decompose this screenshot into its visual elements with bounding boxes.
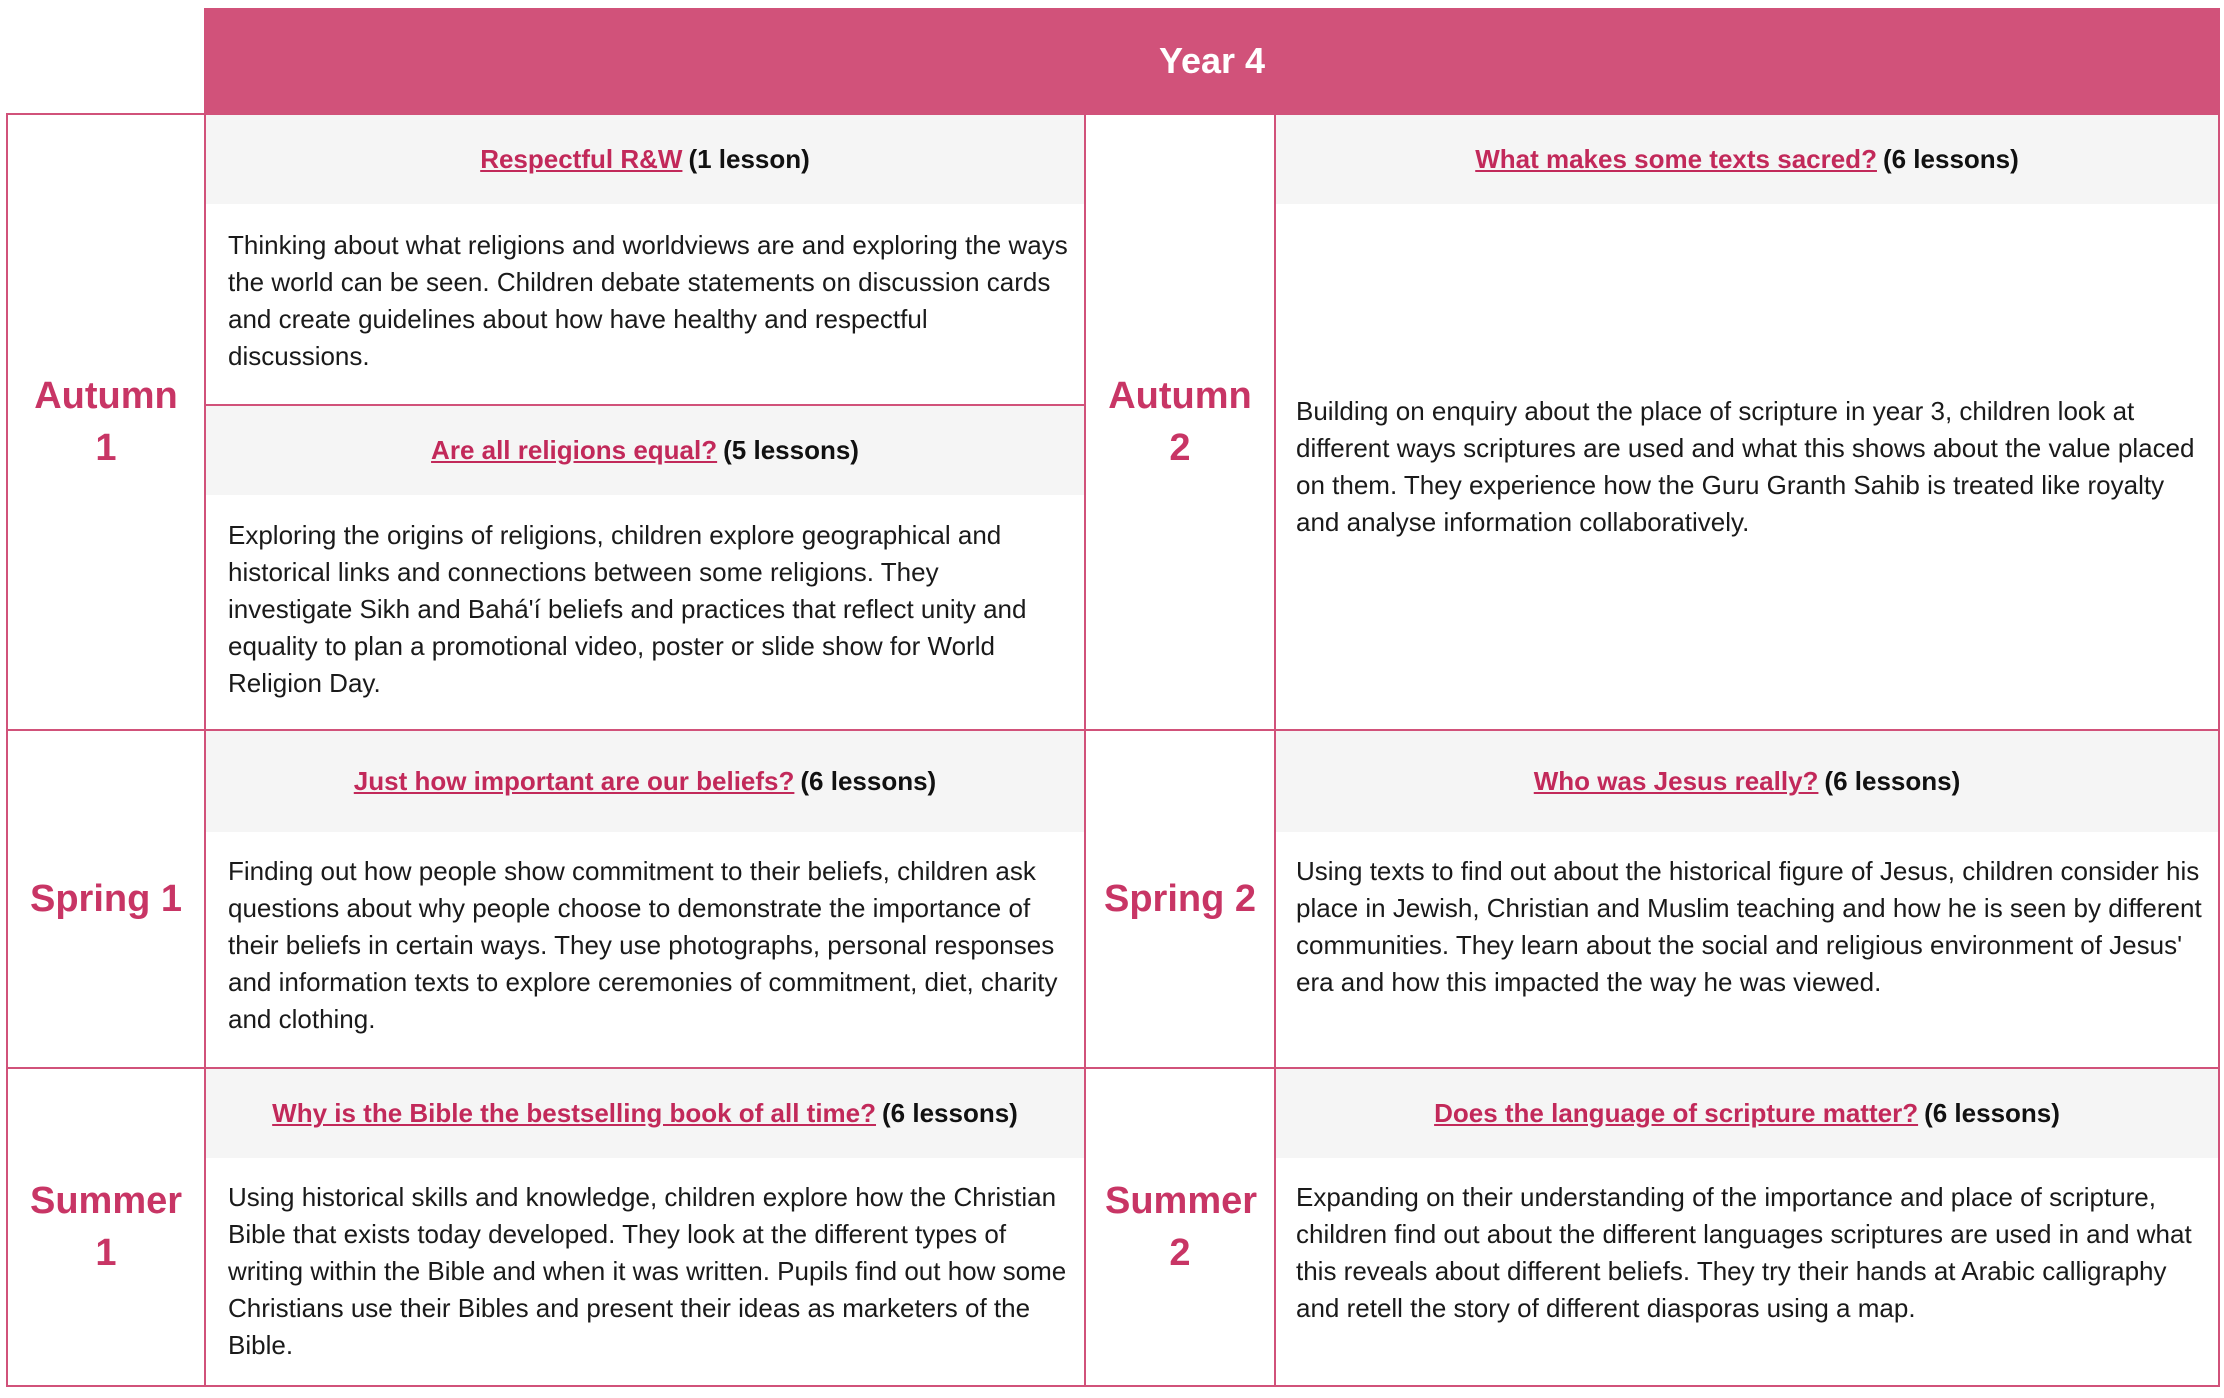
unit-description: Expanding on their understanding of the importance and place of scripture, children find out about the different languages scriptures are used in and what this reveals about different beliefs. They try their hands at Arabic calligraphy and retell the story of different diasporas using a map. xyxy=(1296,1182,2192,1323)
lesson-count: (6 lessons) xyxy=(882,1098,1018,1128)
lesson-count: (6 lessons) xyxy=(1882,144,2019,174)
lesson-count: (6 lessons) xyxy=(1924,1098,2060,1128)
unit-link-what-makes-texts-sacred[interactable]: What makes some texts sacred? xyxy=(1475,144,1877,174)
year-header xyxy=(204,8,2220,113)
unit-title-bar xyxy=(206,406,1084,495)
unit-title-bar xyxy=(206,115,1084,204)
unit-description: Using texts to find out about the historical figure of Jesus, children consider his place in Jewish, Christian and Muslim teaching and how he is seen by different communities. They learn about the social and religious environment of Jesus' era and how this impacted the way he was viewed. xyxy=(1296,856,2202,997)
lesson-count: (6 lessons) xyxy=(1824,766,1961,796)
term-summer-2: Summer 2 xyxy=(1105,1180,1258,1274)
unit-description: Using historical skills and knowledge, children explore how the Christian Bible that exists today developed. They look at the different types of writing within the Bible and when it was written. Pupils find out how some Christians use their Bibles and present their ideas as marketers of the Bible. xyxy=(228,1182,1067,1360)
curriculum-table xyxy=(6,113,2220,1387)
term-summer-1: Summer 1 xyxy=(29,1180,183,1274)
term-spring-1: Spring 1 xyxy=(29,878,183,920)
term-spring-2: Spring 2 xyxy=(1103,878,1257,920)
term-autumn-2: Autumn 2 xyxy=(1108,375,1252,469)
unit-description: Thinking about what religions and worldviews are and exploring the ways the world can be seen. Children debate statements on discussion cards and create guidelines about how have healthy and respectful discussions. xyxy=(228,230,1068,371)
lesson-count: (6 lessons) xyxy=(800,766,937,796)
unit-link-are-all-religions-equal[interactable]: Are all religions equal? xyxy=(431,435,718,465)
unit-link-language-of-scripture[interactable]: Does the language of scripture matter? xyxy=(1434,1098,1919,1128)
unit-description: Exploring the origins of religions, children explore geographical and historical links and connections between some religions. They investigate Sikh and Bahá'í beliefs and practices that reflect unity and equality to plan a promotional video, poster or slide show for World Religion Day. xyxy=(228,520,1027,698)
unit-title-bar xyxy=(206,731,1084,832)
unit-description: Building on enquiry about the place of scripture in year 3, children look at different ways scriptures are used and what this shows about the value placed on them. They experience how the Guru Granth Sahib is treated like royalty and analyse information collaboratively. xyxy=(1296,396,2195,537)
year-title: Year 4 xyxy=(1158,39,1266,81)
unit-link-how-important-beliefs[interactable]: Just how important are our beliefs? xyxy=(353,766,795,796)
unit-description: Finding out how people show commitment to their beliefs, children ask questions about why people choose to demonstrate the importance of their beliefs in certain ways. They use photographs, personal responses and information texts to explore ceremonies of commitment, diet, charity and clothing. xyxy=(228,856,1058,1034)
unit-title-bar xyxy=(206,1069,1084,1158)
unit-link-who-was-jesus[interactable]: Who was Jesus really? xyxy=(1533,766,1819,796)
unit-title-bar xyxy=(1276,1069,2218,1158)
term-autumn-1: Autumn 1 xyxy=(34,375,178,469)
unit-link-respectful-rw[interactable]: Respectful R&W xyxy=(480,144,683,174)
unit-title-bar xyxy=(1276,731,2218,832)
unit-link-bible-bestselling[interactable]: Why is the Bible the bestselling book of all time? xyxy=(272,1098,877,1128)
unit-title-bar xyxy=(1276,115,2218,204)
lesson-count: (1 lesson) xyxy=(688,144,810,174)
lesson-count: (5 lessons) xyxy=(723,435,859,465)
